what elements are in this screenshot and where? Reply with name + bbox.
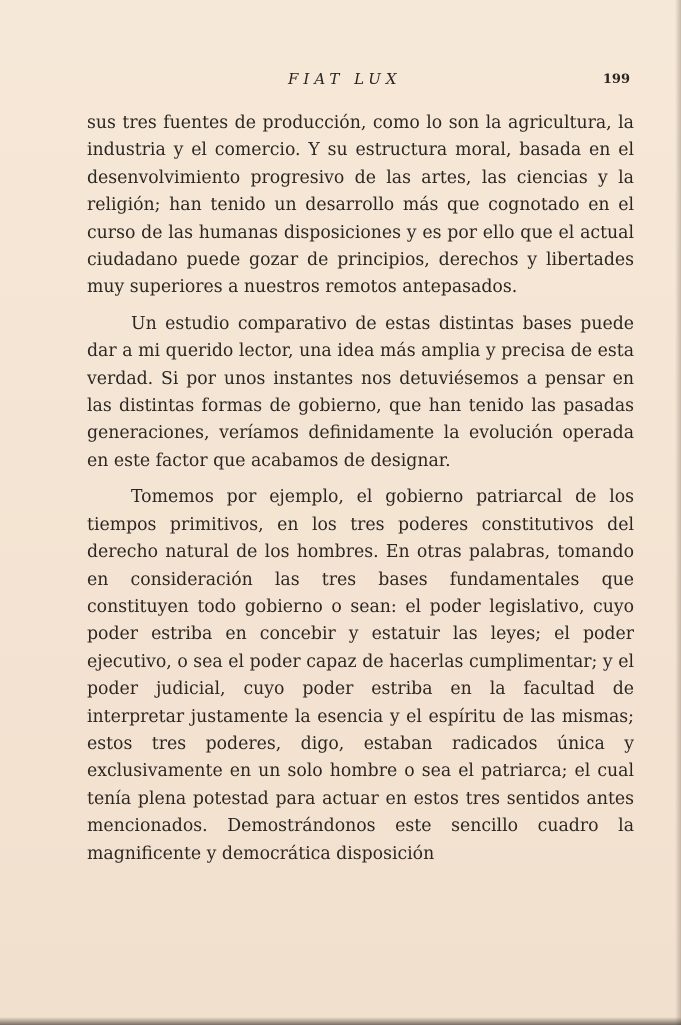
paragraph: sus tres fuentes de producción, como lo son la agricultura, la industria y el comercio. Y su estructura moral, basada en el desenvolvimiento progresivo de las artes, las ciencias y la religión; han tenido un desarrollo más que cognotado en el curso de las humanas disposiciones y es por ello que el actual ciudadano puede gozar de principios, derechos y libertades muy superiores a nuestros remotos antepasados. xyxy=(87,113,634,298)
page-bottom-edge xyxy=(0,1017,681,1025)
running-head: FIAT LUX xyxy=(288,70,402,88)
page-header xyxy=(85,70,635,94)
page-number: 199 xyxy=(602,72,630,87)
paragraph: Tomemos por ejemplo, el gobierno patriarcal de los tiempos primitivos, en los tres poderes constitutivos del derecho natural de los hombres. En otras palabras, tomando en consideración las tres bases fundamentales que constituyen todo gobierno o sean: el poder legislativo, cuyo poder estriba en concebir y estatuir las leyes; el poder ejecutivo, o sea el poder capaz de hacerlas cumplimentar; y el poder judicial, cuyo poder estriba en la facultad de interpretar justamente la esencia y el espíritu de las mismas; estos tres poderes, digo, estaban radicados única y exclusivamente en un solo hombre o sea el patriarca; el cual tenía plena potestad para actuar en estos tres sentidos antes mencionados. Demostrándonos este sencillo cuadro la magnificente y democrática disposición xyxy=(87,487,634,864)
page-edge-shadow xyxy=(675,0,681,1025)
body-text xyxy=(87,110,634,868)
paragraph: Un estudio comparativo de estas distintas bases puede dar a mi querido lector, una idea más amplia y precisa de esta verdad. Si por unos instantes nos detuviésemos a pensar en las distintas formas de gobierno, que han tenido las pasadas generaciones, veríamos definidamente la evolución operada en este factor que acabamos de designar. xyxy=(87,313,634,471)
